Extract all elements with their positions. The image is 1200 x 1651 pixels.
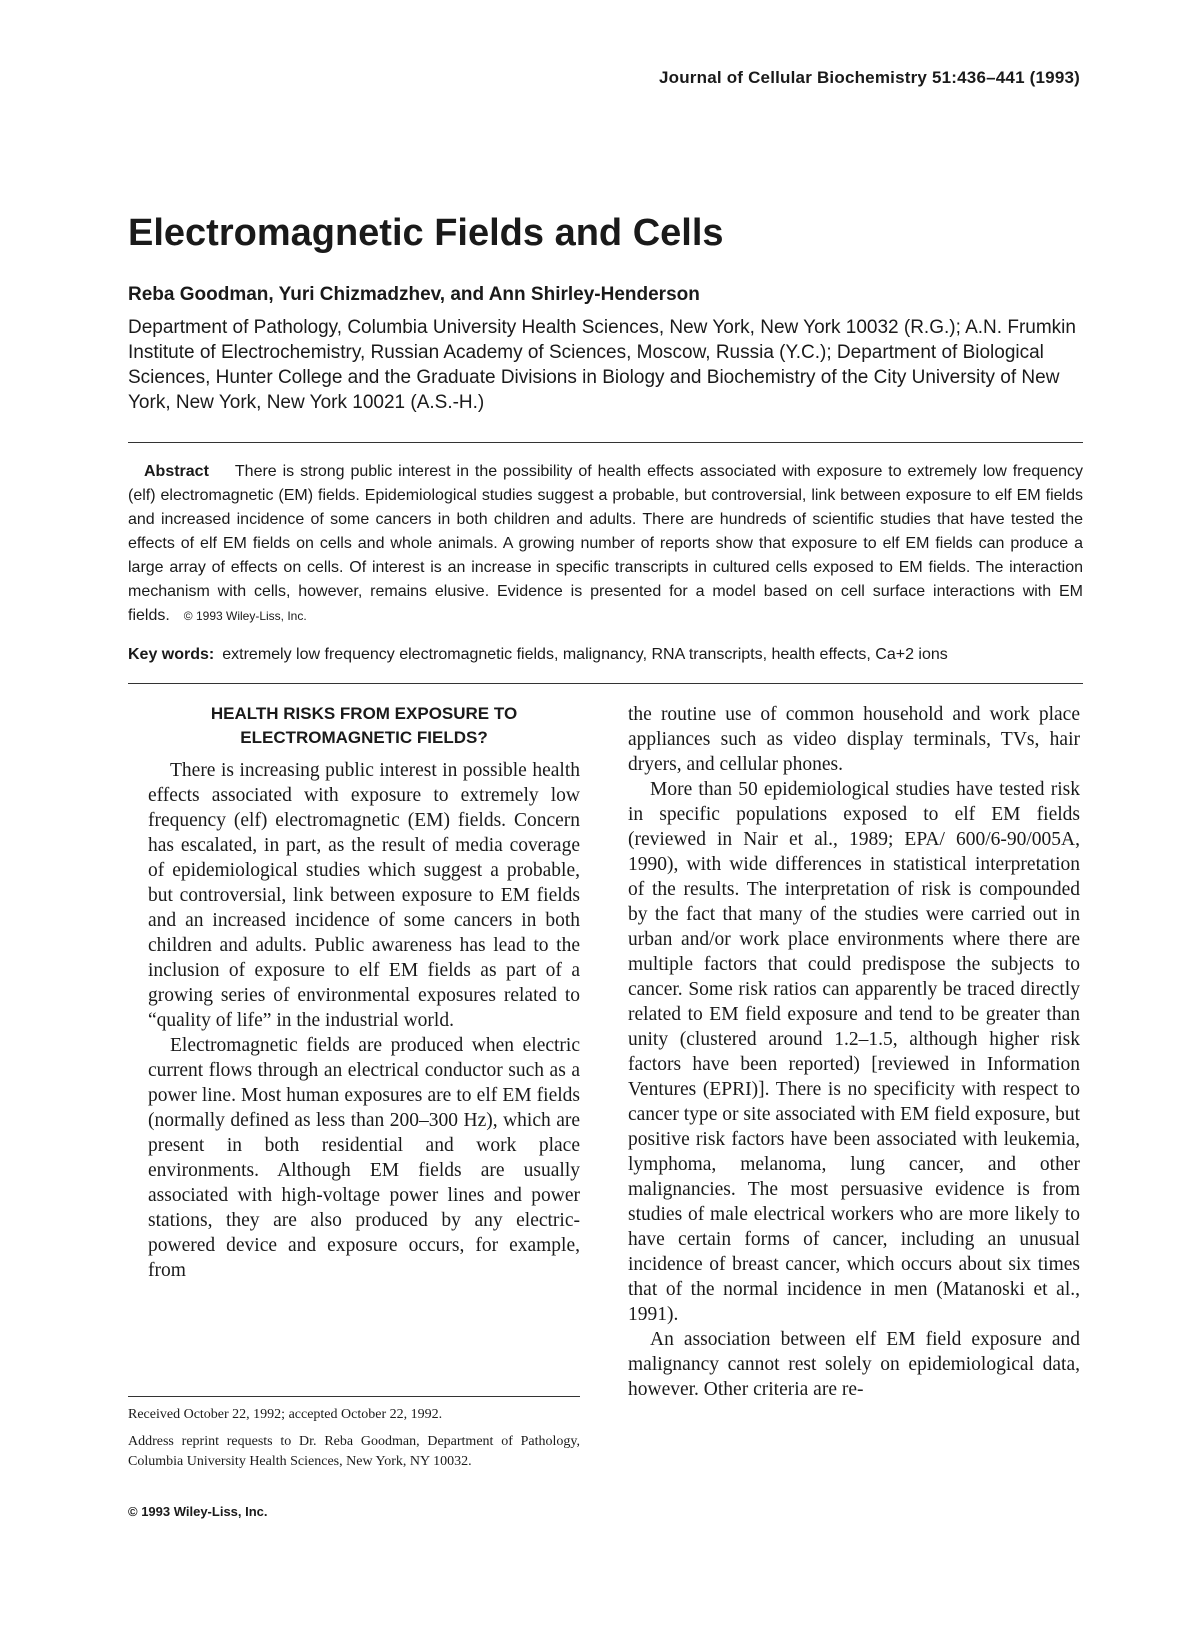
author-affiliations: Department of Pathology, Columbia University Health Sciences, New York, New York 10032 (R.G.); A.N. Frumkin Institute of Electrochemistry, Russian Academy of Sciences, Moscow, Russia (Y.C.); Department of Biological Sciences, Hunter College and the Graduate Divisions in Biology and Biochemistry of the City University of New York, New York, New York 10021 (A.S.-H.) bbox=[128, 317, 1076, 413]
body-column-left bbox=[148, 702, 580, 1283]
footnote-divider bbox=[128, 1396, 580, 1397]
author-list: Reba Goodman, Yuri Chizmadzhev, and Ann Shirley-Henderson bbox=[128, 284, 700, 305]
reprint-address-note: Address reprint requests to Dr. Reba Goodman, Department of Pathology, Columbia University Health Sciences, New York, NY 10032. bbox=[128, 1434, 580, 1469]
body-paragraph: An association between elf EM field exposure and malignancy cannot rest solely on epidemiological data, however. Other criteria are re- bbox=[628, 1329, 1080, 1400]
body-paragraph: Electromagnetic fields are produced when electric current flows through an electrical conductor such as a power line. Most human exposures are to elf EM fields (normally defined as less than 200–300 Hz), which are present in both residential and work place environments. Although EM fields are usually associated with high-voltage power lines and power stations, they are also produced by any electric-powered device and exposure occurs, for example, from bbox=[148, 1035, 580, 1281]
article-title: Electromagnetic Fields and Cells bbox=[128, 212, 724, 254]
abstract-text: There is strong public interest in the possibility of health effects associated with exposure to extremely low frequency (elf) electromagnetic (EM) fields. Epidemiological studies suggest a probable, but controversial, link between exposure to elf EM fields and increased incidence of some cancers in both children and adults. There are hundreds of scientific studies that have tested the effects of elf EM fields on cells and whole animals. A growing number of reports show that exposure to elf EM fields can produce a large array of effects on cells. Of interest is an increase in specific transcripts in cultured cells exposed to EM fields. The interaction mechanism with cells, however, remains elusive. Evidence is presented for a model based on cell surface interactions with EM fields. bbox=[128, 463, 1083, 624]
abstract-top-divider bbox=[128, 442, 1083, 443]
received-date-note: Received October 22, 1992; accepted October 22, 1992. bbox=[128, 1407, 443, 1422]
abstract-label: Abstract bbox=[144, 463, 209, 480]
keywords-line bbox=[128, 646, 1083, 664]
keywords-text: extremely low frequency electromagnetic fields, malignancy, RNA transcripts, health effects, Ca+2 ions bbox=[222, 646, 948, 663]
abstract-copyright: © 1993 Wiley-Liss, Inc. bbox=[183, 609, 307, 623]
body-column-right bbox=[628, 702, 1080, 1402]
section-heading bbox=[148, 702, 580, 750]
keywords-label: Key words: bbox=[128, 646, 215, 663]
keywords-bottom-divider bbox=[128, 683, 1083, 684]
body-paragraph: There is increasing public interest in possible health effects associated with exposure to extremely low frequency (elf) electromagnetic (EM) fields. Concern has escalated, in part, as the result of media coverage of epidemiological studies which suggest a probable, but controversial, link between exposure to EM fields and an increased incidence of some cancers in both children and adults. Public awareness has lead to the inclusion of exposure to elf EM fields as part of a growing series of environmental exposures related to “quality of life” in the industrial world. bbox=[148, 760, 580, 1031]
abstract-block bbox=[128, 460, 1083, 628]
publisher-copyright: © 1993 Wiley-Liss, Inc. bbox=[128, 1504, 268, 1519]
body-paragraph: More than 50 epidemiological studies have tested risk in specific populations exposed to elf EM fields (reviewed in Nair et al., 1989; EPA/ 600/6-90/005A, 1990), with wide differences in statistical interpretation of the results. The interpretation of risk is compounded by the fact that many of the studies were carried out in urban and/or work place environments where there are multiple factors that could predispose the subjects to cancer. Some risk ratios can apparently be traced directly related to EM field exposure and tend to be greater than unity (clustered around 1.2–1.5, although higher risk factors have been reported) [reviewed in Information Ventures (EPRI)]. There is no specificity with respect to cancer type or site associated with EM field exposure, but positive risk factors have been associated with leukemia, lymphoma, melanoma, lung cancer, and other malignancies. The most persuasive evidence is from studies of male electrical workers who are more likely to have certain forms of cancer, including an unusual incidence of breast cancer, which occurs about six times that of the normal incidence in men (Matanoski et al., 1991). bbox=[628, 779, 1080, 1325]
section-heading-line-1: HEALTH RISKS FROM EXPOSURE TO bbox=[210, 704, 518, 723]
journal-running-header: Journal of Cellular Biochemistry 51:436–441 (1993) bbox=[658, 68, 1080, 87]
section-heading-line-2: ELECTROMAGNETIC FIELDS? bbox=[240, 728, 488, 747]
body-paragraph: the routine use of common household and work place appliances such as video display terminals, TVs, hair dryers, and cellular phones. bbox=[628, 704, 1080, 775]
footnotes bbox=[128, 1405, 580, 1479]
